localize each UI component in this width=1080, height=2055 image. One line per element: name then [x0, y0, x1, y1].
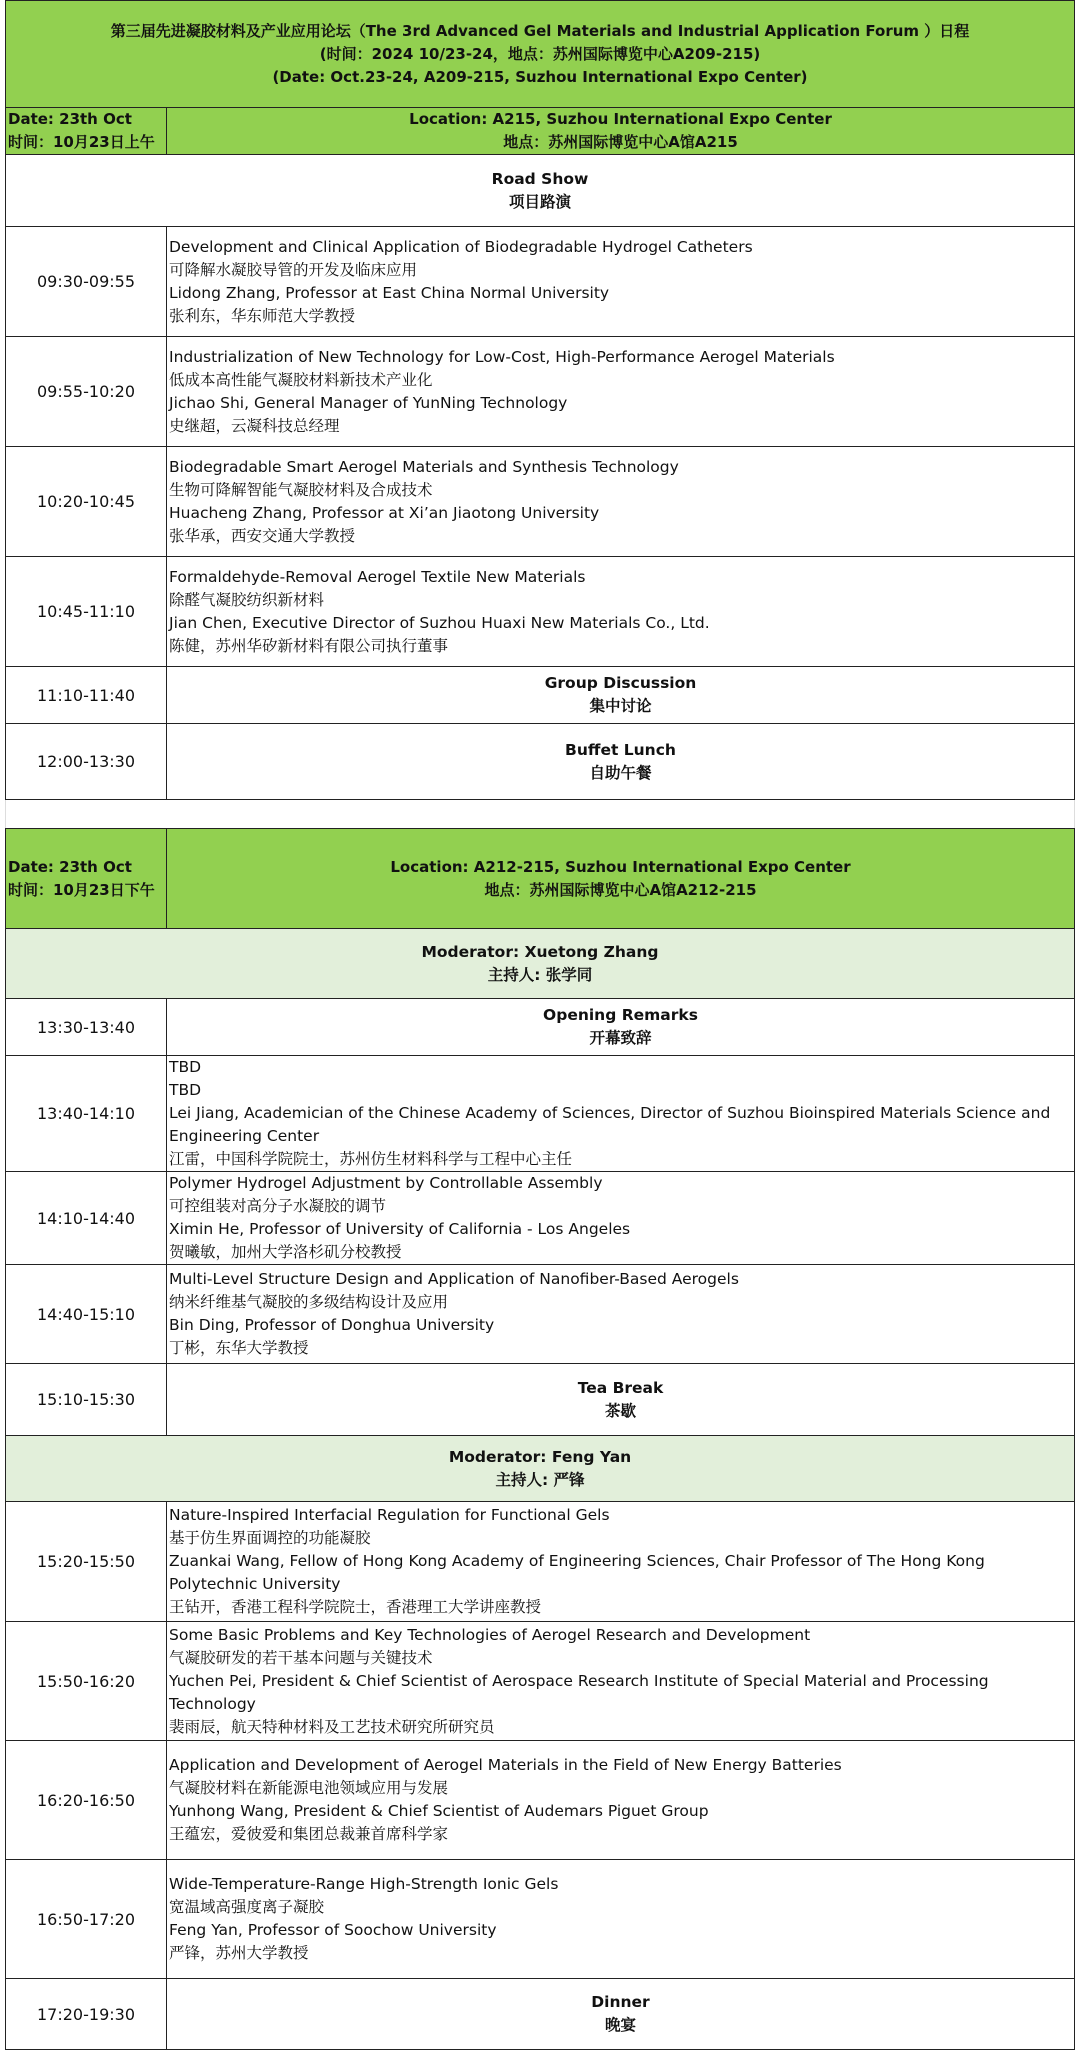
forum-title [6, 1, 1075, 108]
dinner-row [6, 1979, 1075, 2050]
event-time: 11:10-11:40 [6, 667, 167, 724]
talk-row [6, 1741, 1075, 1860]
afternoon-header-row [6, 829, 1075, 929]
speaker-en: Lidong Zhang, Professor at East China Normal University [169, 283, 610, 302]
afternoon-date-cn: 时间：10月23日下午 [8, 880, 155, 899]
talk-title-cn: 宽温域高强度离子凝胶 [169, 1898, 325, 1916]
talk-title-en: Multi-Level Structure Design and Application of Nanofiber-Based Aerogels [169, 1270, 739, 1288]
talk-title-en: Industrialization of New Technology for Low-Cost, High-Performance Aerogel Materials [169, 347, 835, 366]
afternoon-location-en: Location: A212-215, Suzhou International Expo Center [390, 857, 851, 876]
speaker-en: Jian Chen, Executive Director of Suzhou Huaxi New Materials Co., Ltd. [169, 613, 710, 632]
event-time: 12:00-13:30 [6, 724, 167, 800]
talk-title-cn: TBD [169, 1081, 202, 1099]
talk-time: 09:55-10:20 [6, 337, 167, 447]
event-en: Tea Break [577, 1378, 664, 1397]
talk-title-cn: 除醛气凝胶纺织新材料 [169, 590, 325, 609]
talk-time: 14:10-14:40 [6, 1172, 167, 1265]
group-discussion-row [6, 667, 1075, 724]
talk-row [6, 1056, 1075, 1172]
forum-title-line3: (Date: Oct.23-24, A209-215, Suzhou International Expo Center) [272, 67, 808, 86]
morning-date-cell [6, 108, 167, 155]
speaker-en: Yuchen Pei, President & Chief Scientist of Aerospace Research Institute of Special Material and Processing Technology [169, 1671, 989, 1713]
talk-row [6, 337, 1075, 447]
speaker-cn: 张利东，华东师范大学教授 [169, 306, 356, 325]
schedule-table [5, 0, 1075, 2050]
speaker-cn: 严锋，苏州大学教授 [169, 1944, 309, 1962]
event-cn: 茶歇 [604, 1401, 636, 1420]
event-label [167, 1979, 1075, 2050]
event-en: Dinner [591, 1993, 650, 2011]
talk-time: 14:40-15:10 [6, 1265, 167, 1364]
opening-remarks-row [6, 999, 1075, 1056]
moderator-row [6, 1436, 1075, 1502]
talk-title-cn: 低成本高性能气凝胶材料新技术产业化 [169, 370, 433, 389]
afternoon-date-cell [6, 829, 167, 929]
talk-row [6, 1860, 1075, 1979]
talk-row [6, 1265, 1075, 1364]
speaker-en: Jichao Shi, General Manager of YunNing Technology [169, 393, 568, 412]
event-en: Opening Remarks [543, 1006, 698, 1024]
talk-time: 13:40-14:10 [6, 1056, 167, 1172]
forum-title-line1: 第三届先进凝胶材料及产业应用论坛（The 3rd Advanced Gel Materials and Industrial Application Forum ）日程 [110, 21, 970, 40]
roadshow-en: Road Show [491, 169, 589, 188]
morning-location-cell [167, 108, 1075, 155]
schedule-sheet [5, 0, 1075, 2050]
morning-location-en: Location: A215, Suzhou International Expo Center [409, 110, 832, 128]
talk-details [167, 1741, 1075, 1860]
event-time: 15:10-15:30 [6, 1364, 167, 1436]
talk-time: 16:50-17:20 [6, 1860, 167, 1979]
section-gap [6, 800, 1075, 829]
gap-cell [6, 800, 1075, 829]
talk-row [6, 447, 1075, 557]
moderator-cell [6, 929, 1075, 999]
buffet-lunch-row [6, 724, 1075, 800]
talk-title-cn: 纳米纤维基气凝胶的多级结构设计及应用 [169, 1293, 449, 1311]
speaker-en: Feng Yan, Professor of Soochow University [169, 1921, 497, 1939]
event-label [167, 724, 1075, 800]
talk-title-cn: 基于仿生界面调控的功能凝胶 [169, 1529, 371, 1547]
speaker-cn: 陈健，苏州华矽新材料有限公司执行董事 [169, 636, 449, 655]
moderator-row [6, 929, 1075, 999]
talk-title-en: Formaldehyde-Removal Aerogel Textile New Materials [169, 567, 586, 586]
talk-time: 15:50-16:20 [6, 1622, 167, 1741]
speaker-cn: 史继超，云凝科技总经理 [169, 416, 340, 435]
speaker-cn: 贺曦敏，加州大学洛杉矶分校教授 [169, 1243, 402, 1261]
talk-details [167, 227, 1075, 337]
morning-date-en: Date: 23th Oct [8, 110, 132, 128]
talk-title-cn: 可控组装对高分子水凝胶的调节 [169, 1197, 387, 1215]
speaker-en: Ximin He, Professor of University of California - Los Angeles [169, 1220, 631, 1238]
talk-details [167, 1502, 1075, 1622]
talk-title-en: TBD [169, 1058, 202, 1076]
morning-location-cn: 地点：苏州国际博览中心A馆A215 [503, 133, 738, 151]
afternoon-location-cell [167, 829, 1075, 929]
talk-time: 15:20-15:50 [6, 1502, 167, 1622]
talk-title-en: Polymer Hydrogel Adjustment by Controllable Assembly [169, 1174, 603, 1192]
talk-row [6, 1172, 1075, 1265]
talk-title-en: Development and Clinical Application of Biodegradable Hydrogel Catheters [169, 237, 753, 256]
moderator-en: Moderator: Feng Yan [448, 1447, 632, 1466]
talk-details [167, 1056, 1075, 1172]
forum-title-line2: (时间：2024 10/23-24，地点：苏州国际博览中心A209-215) [319, 44, 761, 63]
event-label [167, 1364, 1075, 1436]
talk-details [167, 337, 1075, 447]
speaker-cn: 江雷，中国科学院院士，苏州仿生材料科学与工程中心主任 [169, 1150, 573, 1168]
speaker-en: Bin Ding, Professor of Donghua University [169, 1316, 495, 1334]
speaker-en: Lei Jiang, Academician of the Chinese Academy of Sciences, Director of Suzhou Bioinspired Materials Science and Engineering Center [169, 1104, 1051, 1145]
talk-row [6, 1622, 1075, 1741]
talk-title-cn: 气凝胶材料在新能源电池领域应用与发展 [169, 1779, 449, 1797]
speaker-en: Huacheng Zhang, Professor at Xi’an Jiaotong University [169, 503, 600, 522]
talk-title-en: Application and Development of Aerogel Materials in the Field of New Energy Batteries [169, 1756, 842, 1774]
talk-title-en: Wide-Temperature-Range High-Strength Ionic Gels [169, 1875, 559, 1893]
talk-title-cn: 生物可降解智能气凝胶材料及合成技术 [169, 480, 433, 499]
speaker-cn: 裴雨辰，航天特种材料及工艺技术研究所研究员 [169, 1717, 495, 1736]
moderator-en: Moderator: Xuetong Zhang [421, 942, 659, 961]
talk-details [167, 447, 1075, 557]
talk-title-en: Some Basic Problems and Key Technologies of Aerogel Research and Development [169, 1625, 811, 1644]
event-label [167, 667, 1075, 724]
talk-title-cn: 气凝胶研发的若干基本问题与关键技术 [169, 1648, 433, 1667]
talk-time: 10:20-10:45 [6, 447, 167, 557]
talk-row [6, 227, 1075, 337]
event-cn: 集中讨论 [589, 697, 652, 715]
afternoon-location-cn: 地点：苏州国际博览中心A馆A212-215 [484, 880, 757, 899]
talk-details [167, 1172, 1075, 1265]
moderator-cn: 主持人: 严锋 [495, 1470, 585, 1489]
talk-time: 10:45-11:10 [6, 557, 167, 667]
roadshow-section [6, 155, 1075, 227]
talk-details [167, 1860, 1075, 1979]
speaker-cn: 张华承，西安交通大学教授 [169, 526, 356, 545]
talk-details [167, 1622, 1075, 1741]
speaker-cn: 王蕴宏，爱彼爱和集团总裁兼首席科学家 [169, 1825, 449, 1843]
event-cn: 自助午餐 [589, 763, 652, 782]
event-time: 17:20-19:30 [6, 1979, 167, 2050]
talk-row [6, 557, 1075, 667]
talk-details [167, 1265, 1075, 1364]
talk-title-en: Nature-Inspired Interfacial Regulation for Functional Gels [169, 1506, 610, 1524]
morning-date-cn: 时间：10月23日上午 [8, 133, 155, 151]
talk-row [6, 1502, 1075, 1622]
speaker-cn: 丁彬，东华大学教授 [169, 1339, 309, 1357]
event-label [167, 999, 1075, 1056]
roadshow-row [6, 155, 1075, 227]
event-cn: 晚宴 [604, 2016, 636, 2034]
speaker-en: Yunhong Wang, President & Chief Scientist of Audemars Piguet Group [169, 1802, 709, 1820]
roadshow-cn: 项目路演 [508, 192, 571, 211]
event-cn: 开幕致辞 [589, 1029, 652, 1047]
event-en: Buffet Lunch [565, 740, 676, 759]
speaker-en: Zuankai Wang, Fellow of Hong Kong Academy of Engineering Sciences, Chair Professor of The Hong Kong Polytechnic University [169, 1552, 985, 1593]
morning-header-row [6, 108, 1075, 155]
moderator-cn: 主持人: 张学同 [487, 965, 593, 984]
talk-title-cn: 可降解水凝胶导管的开发及临床应用 [169, 260, 418, 279]
afternoon-date-en: Date: 23th Oct [8, 857, 132, 876]
title-row [6, 1, 1075, 108]
talk-details [167, 557, 1075, 667]
moderator-cell [6, 1436, 1075, 1502]
talk-title-en: Biodegradable Smart Aerogel Materials and Synthesis Technology [169, 457, 679, 476]
tea-break-row [6, 1364, 1075, 1436]
event-time: 13:30-13:40 [6, 999, 167, 1056]
talk-time: 09:30-09:55 [6, 227, 167, 337]
talk-time: 16:20-16:50 [6, 1741, 167, 1860]
event-en: Group Discussion [544, 674, 697, 692]
speaker-cn: 王钻开，香港工程科学院院士，香港理工大学讲座教授 [169, 1598, 542, 1616]
